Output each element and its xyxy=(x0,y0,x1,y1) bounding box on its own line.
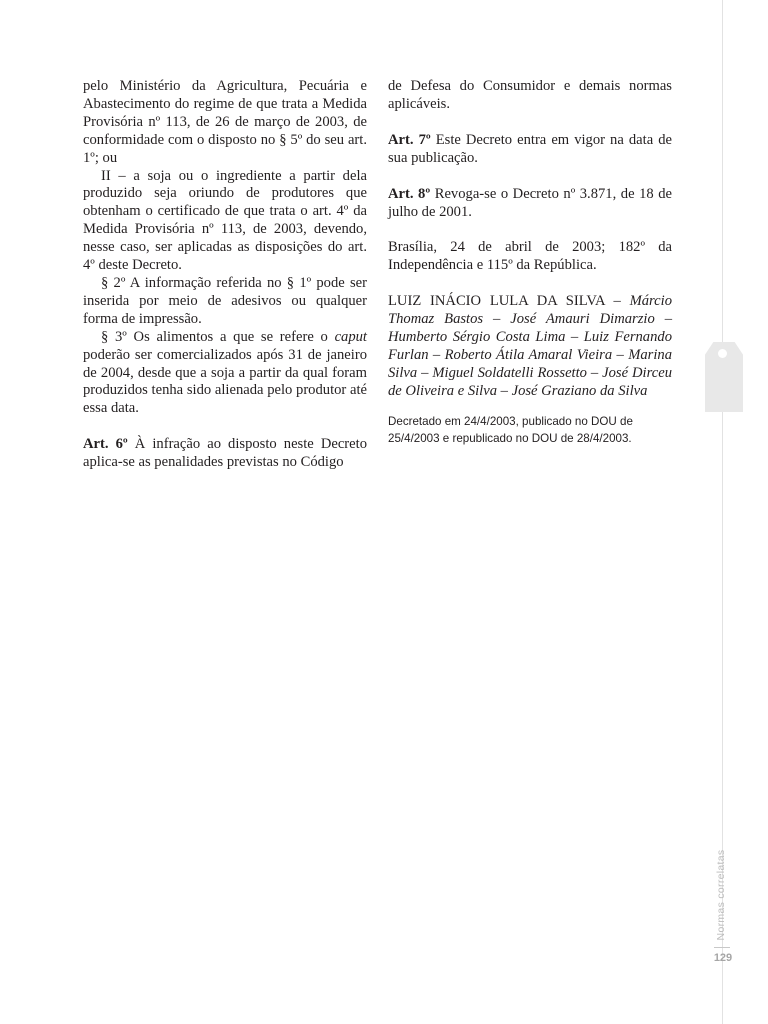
right-text-column xyxy=(388,78,672,448)
page-number: 129 xyxy=(713,952,733,964)
article-6-label: Art. 6º xyxy=(83,436,128,453)
section-label-vertical: Normas correlatas xyxy=(715,849,727,941)
paragraph-section-3 xyxy=(83,329,367,419)
signatures xyxy=(388,293,672,400)
minister-names: Márcio Thomaz Bastos – José Amauri Dimarzio – Humberto Sérgio Costa Lima – Luiz Fernando Furlan – Roberto Átila Amaral Vieira – Marina Silva – Miguel Soldatelli Rossetto – José Dirceu de Oliveira e Silva – José Graziano da Silva xyxy=(388,293,672,399)
page-number-rule xyxy=(714,947,730,948)
section-3-text-end: poderão ser comercializados após 31 de janeiro de 2004, desde que a soja a partir da qual foram produzidos tenha sido alienada pelo produtor até essa data. xyxy=(83,346,367,417)
paragraph-section-2: § 2º A informação referida no § 1º pode ser inserida por meio de adesivos ou qualquer forma de impressão. xyxy=(83,274,367,327)
article-7-label: Art. 7º xyxy=(388,131,431,148)
caput-term: caput xyxy=(334,328,367,345)
bookmark-tab-hole xyxy=(718,349,727,358)
article-8 xyxy=(388,186,672,222)
article-6-text: À infração ao disposto neste Decreto aplica-se as penalidades previstas no Código xyxy=(83,436,367,471)
president-name: LUIZ INÁCIO LULA DA SILVA – xyxy=(388,293,621,310)
publication-note: Decretado em 24/4/2003, publicado no DOU de 25/4/2003 e republicado no DOU de 28/4/2003. xyxy=(388,414,633,446)
article-8-label: Art. 8º xyxy=(388,185,431,202)
place-and-date: Brasília, 24 de abril de 2003; 182º da Independência e 115º da República. xyxy=(388,239,672,274)
paragraph-item-ii: II – a soja ou o ingrediente a partir dela produzido seja oriundo de produtores que obtenham o certificado de que trata o art. 4º da Medida Provisória nº 113, de 2003, devendo, nesse caso, ser aplicadas as disposições do art. 4º deste Decreto. xyxy=(83,167,367,274)
article-7-text: Este Decreto entra em vigor na data de sua publicação. xyxy=(388,131,672,166)
paragraph-continuation: pelo Ministério da Agricultura, Pecuária e Abastecimento do regime de que trata a Medida Provisória nº 113, de 26 de março de 2003, de conformidade com o disposto no § 5º do seu art. 1º; ou xyxy=(83,78,367,166)
left-text-column xyxy=(83,78,367,472)
section-3-text-start: § 3º Os alimentos a que se refere o xyxy=(101,328,335,345)
article-7 xyxy=(388,132,672,168)
article-6 xyxy=(83,436,367,472)
article-8-text: Revoga-se o Decreto nº 3.871, de 18 de julho de 2001. xyxy=(388,185,672,220)
paragraph-continuation-right: de Defesa do Consumidor e demais normas aplicáveis. xyxy=(388,78,672,112)
